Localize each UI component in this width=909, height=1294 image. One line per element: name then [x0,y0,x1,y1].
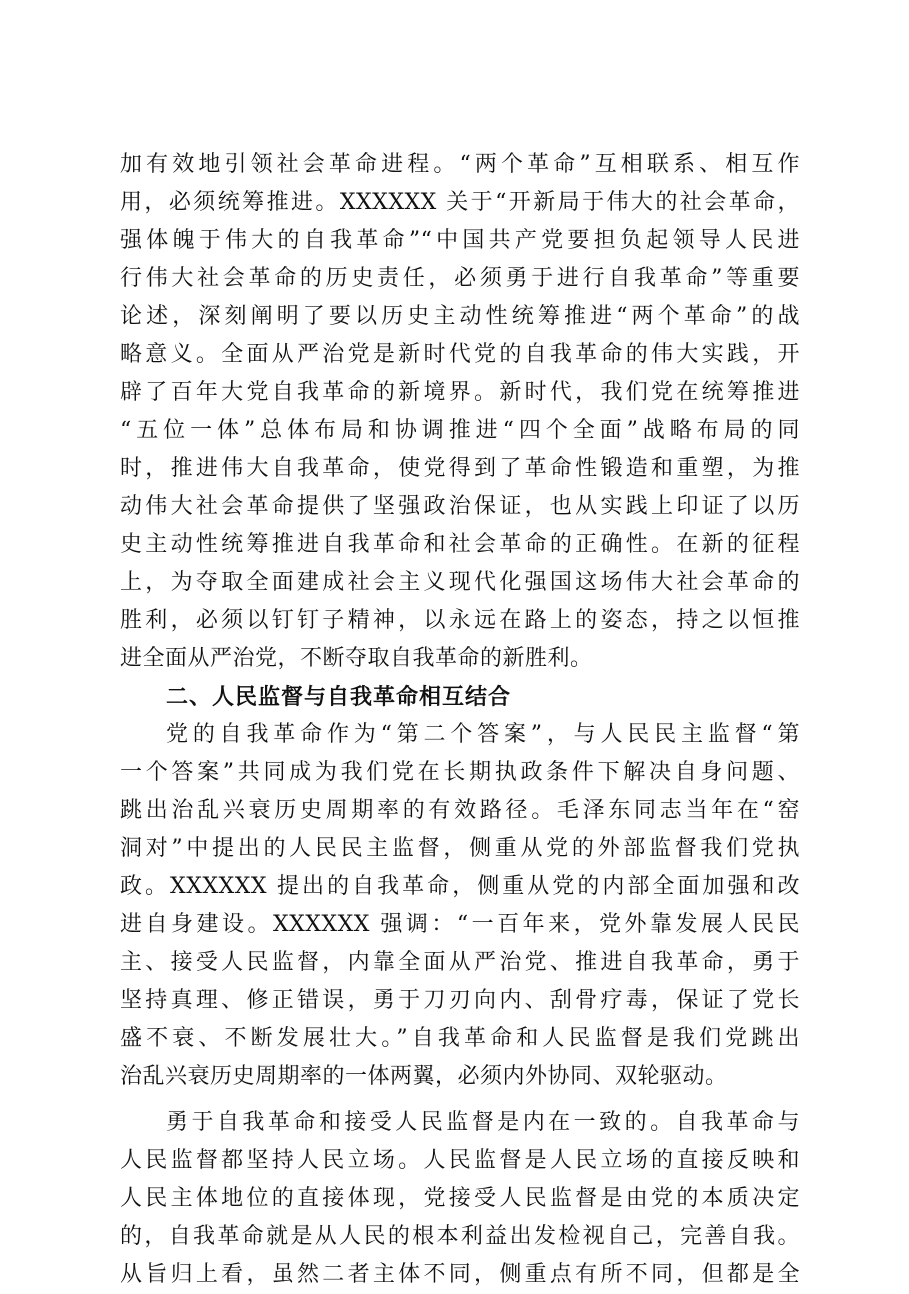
text-line: 勇于自我革命和接受人民监督是内在一致的。自我革命与 [166,1110,800,1135]
text-line: 时，推进伟大自我革命，使党得到了革命性锻造和重塑，为推 [120,456,800,481]
text-line: 进自身建设。XXXXXX 强调：“一百年来，党外靠发展人民民 [120,912,800,937]
section-heading: 二、人民监督与自我革命相互结合 [166,684,512,710]
text-line: 上，为夺取全面建成社会主义现代化强国这场伟大社会革命的 [120,570,800,595]
text-line: 胜利，必须以钉钉子精神，以永远在路上的姿态，持之以恒推 [120,608,800,633]
text-line: 加有效地引领社会革命进程。“两个革命”互相联系、相互作 [120,152,800,177]
text-line: 略意义。全面从严治党是新时代党的自我革命的伟大实践，开 [120,342,800,367]
text-line: 政。XXXXXX 提出的自我革命，侧重从党的内部全面加强和改 [120,874,800,899]
paragraph-gap [120,1096,800,1104]
text-line: 强体魄于伟大的自我革命”“中国共产党要担负起领导人民进 [120,228,800,253]
text-line: 人民监督都坚持人民立场。人民监督是人民立场的直接反映和 [120,1148,800,1173]
text-line: 党的自我革命作为“第二个答案”，与人民民主监督“第 [166,722,800,747]
text-line: 盛不衰、不断发展壮大。”自我革命和人民监督是我们党跳出 [120,1026,800,1051]
text-line: 治乱兴衰历史周期率的一体两翼，必须内外协同、双轮驱动。 [120,1064,728,1089]
text-line: 动伟大社会革命提供了坚强政治保证，也从实践上印证了以历 [120,494,800,519]
paragraph-3 [120,1104,800,1294]
text-line: 行伟大社会革命的历史责任，必须勇于进行自我革命”等重要 [120,266,800,291]
text-line: 从旨归上看，虽然二者主体不同，侧重点有所不同，但都是全 [120,1262,800,1287]
text-line: 人民主体地位的直接体现，党接受人民监督是由党的本质决定 [120,1186,800,1211]
text-line: 史主动性统筹推进自我革命和社会革命的正确性。在新的征程 [120,532,800,557]
text-line: 辟了百年大党自我革命的新境界。新时代，我们党在统筹推进 [120,380,800,405]
text-line: 主、接受人民监督，内靠全面从严治党、推进自我革命，勇于 [120,950,800,975]
text-line: 进全面从严治党，不断夺取自我革命的新胜利。 [120,646,593,671]
text-line: 论述，深刻阐明了要以历史主动性统筹推进“两个革命”的战 [120,304,800,329]
text-line: 跳出治乱兴衰历史周期率的有效路径。毛泽东同志当年在“窑 [120,798,800,823]
paragraph-2 [120,716,800,1096]
text-line: 一个答案”共同成为我们党在长期执政条件下解决自身问题、 [120,760,800,785]
document-body [120,146,800,1294]
text-line: 用，必须统筹推进。XXXXXX 关于“开新局于伟大的社会革命， [120,190,800,215]
text-line: 洞对”中提出的人民民主监督，侧重从党的外部监督我们党执 [120,836,800,861]
text-line: 的，自我革命就是从人民的根本利益出发检视自己，完善自我。 [120,1224,800,1249]
text-line: 坚持真理、修正错误，勇于刀刃向内、刮骨疗毒，保证了党长 [120,988,800,1013]
text-line: “五位一体”总体布局和协调推进“四个全面”战略布局的同 [120,418,800,443]
paragraph-1 [120,146,800,678]
